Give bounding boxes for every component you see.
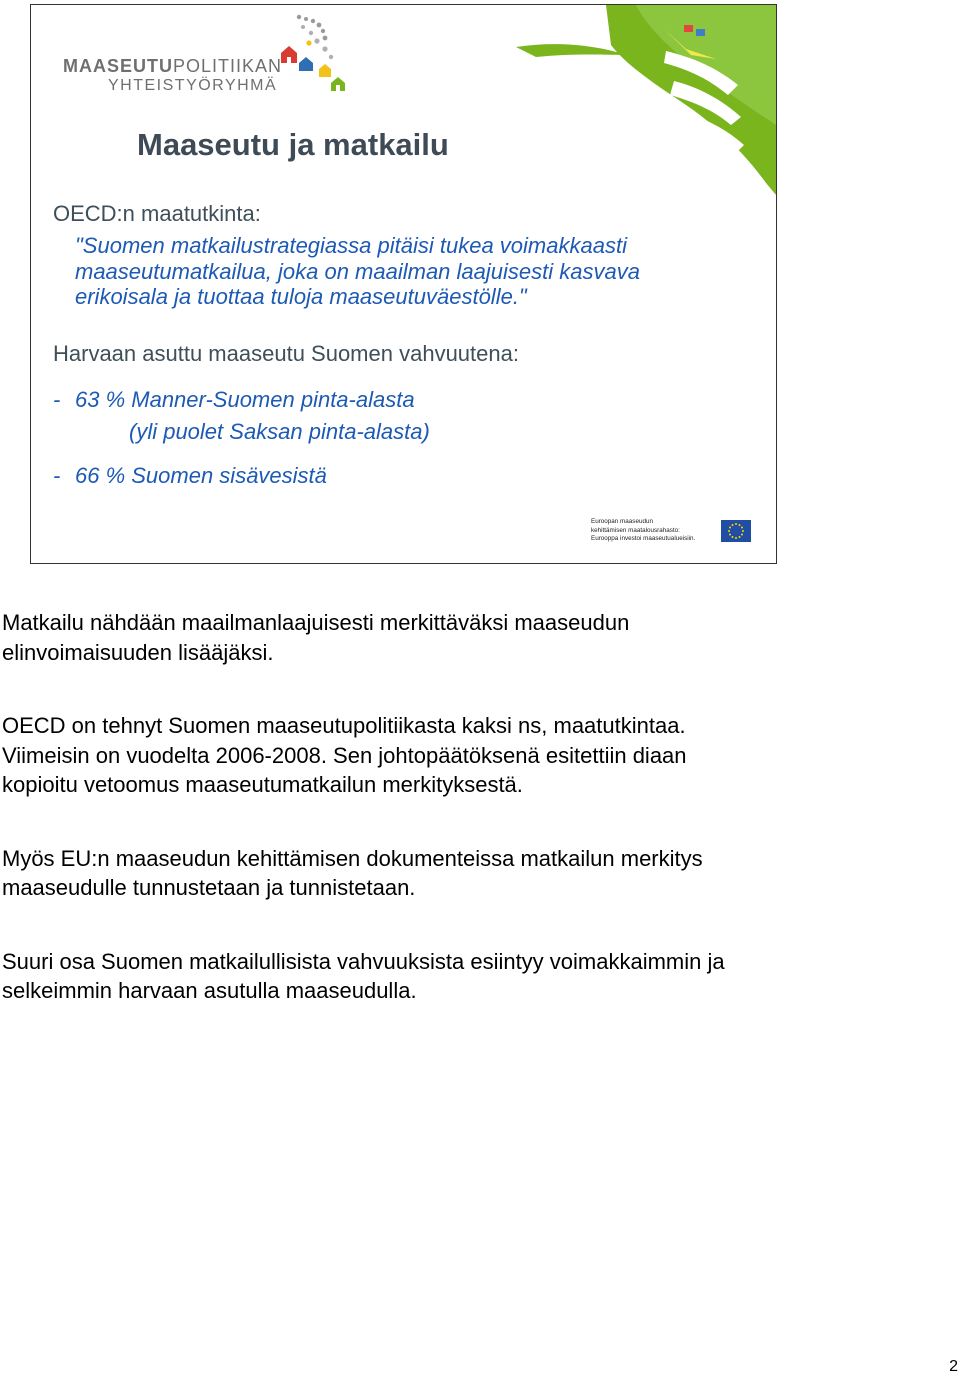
bullet-text: 63 % Manner-Suomen pinta-alasta — [75, 386, 415, 412]
notes-paragraph — [2, 608, 942, 667]
oecd-quote — [75, 233, 753, 310]
notes-line: Matkailu nähdään maailmanlaajuisesti merkittäväksi maaseudun — [2, 610, 630, 635]
slide-heading: OECD:n maatutkinta: — [53, 201, 261, 226]
organization-logo — [45, 13, 335, 101]
notes-line: kopioitu vetoomus maaseutumatkailun merkityksestä. — [2, 772, 523, 797]
funding-notice — [591, 518, 719, 544]
bullet-text: 66 % Suomen sisävesistä — [75, 462, 327, 488]
notes-line: maaseudulle tunnustetaan ja tunnistetaan. — [2, 875, 416, 900]
notes-paragraph — [2, 844, 942, 903]
quote-line: erikoisala ja tuottaa tuloja maaseutuväestölle." — [75, 284, 527, 309]
notes-line: Suuri osa Suomen matkailullisista vahvuuksista esiintyy voimakkaimmin ja — [2, 948, 725, 974]
slide-body — [53, 201, 753, 489]
houses-logo-icon — [273, 13, 345, 93]
green-landscape-decoration — [516, 5, 776, 195]
slide-title: Maaseutu ja matkailu — [137, 127, 449, 162]
notes-line: elinvoimaisuuden lisääjäksi. — [2, 639, 274, 665]
notes-paragraph — [2, 947, 942, 1006]
bullet-item — [53, 463, 753, 489]
quote-line: "Suomen matkailustrategiassa pitäisi tukea voimakkaasti — [75, 233, 627, 258]
notes-line: OECD on tehnyt Suomen maaseutupolitiikasta kaksi ns, maatutkintaa. — [2, 713, 686, 738]
quote-line: maaseutumatkailua, joka on maailman laajuisesti kasvava — [75, 258, 640, 284]
notes-line: Viimeisin on vuodelta 2006-2008. Sen johtopäätöksenä esitettiin diaan — [2, 742, 687, 768]
eu-flag-icon — [721, 520, 751, 542]
funding-line: Eurooppa investoi maaseutualueisiin. — [591, 535, 696, 542]
notes-paragraph — [2, 711, 942, 800]
slide-heading-2: Harvaan asuttu maaseutu Suomen vahvuutena: — [53, 340, 519, 366]
bullet-item — [53, 387, 753, 413]
bullet-dash: - — [53, 462, 61, 488]
speaker-notes — [2, 608, 942, 1006]
bullet-dash: - — [53, 386, 61, 412]
slide — [30, 4, 777, 564]
logo-subtitle: YHTEISTYÖRYHMÄ — [108, 77, 278, 94]
page-number: 2 — [949, 1358, 958, 1375]
notes-line: Myös EU:n maaseudun kehittämisen dokumenteissa matkailun merkitys — [2, 845, 703, 871]
bullet-subtext: (yli puolet Saksan pinta-alasta) — [129, 418, 430, 444]
funding-line: Euroopan maaseudun — [591, 518, 653, 525]
notes-line: selkeimmin harvaan asutulla maaseudulla. — [2, 978, 417, 1003]
logo-title: MAASEUTUPOLITIIKAN — [63, 56, 283, 76]
funding-line: kehittämisen maatalousrahasto: — [591, 526, 680, 534]
